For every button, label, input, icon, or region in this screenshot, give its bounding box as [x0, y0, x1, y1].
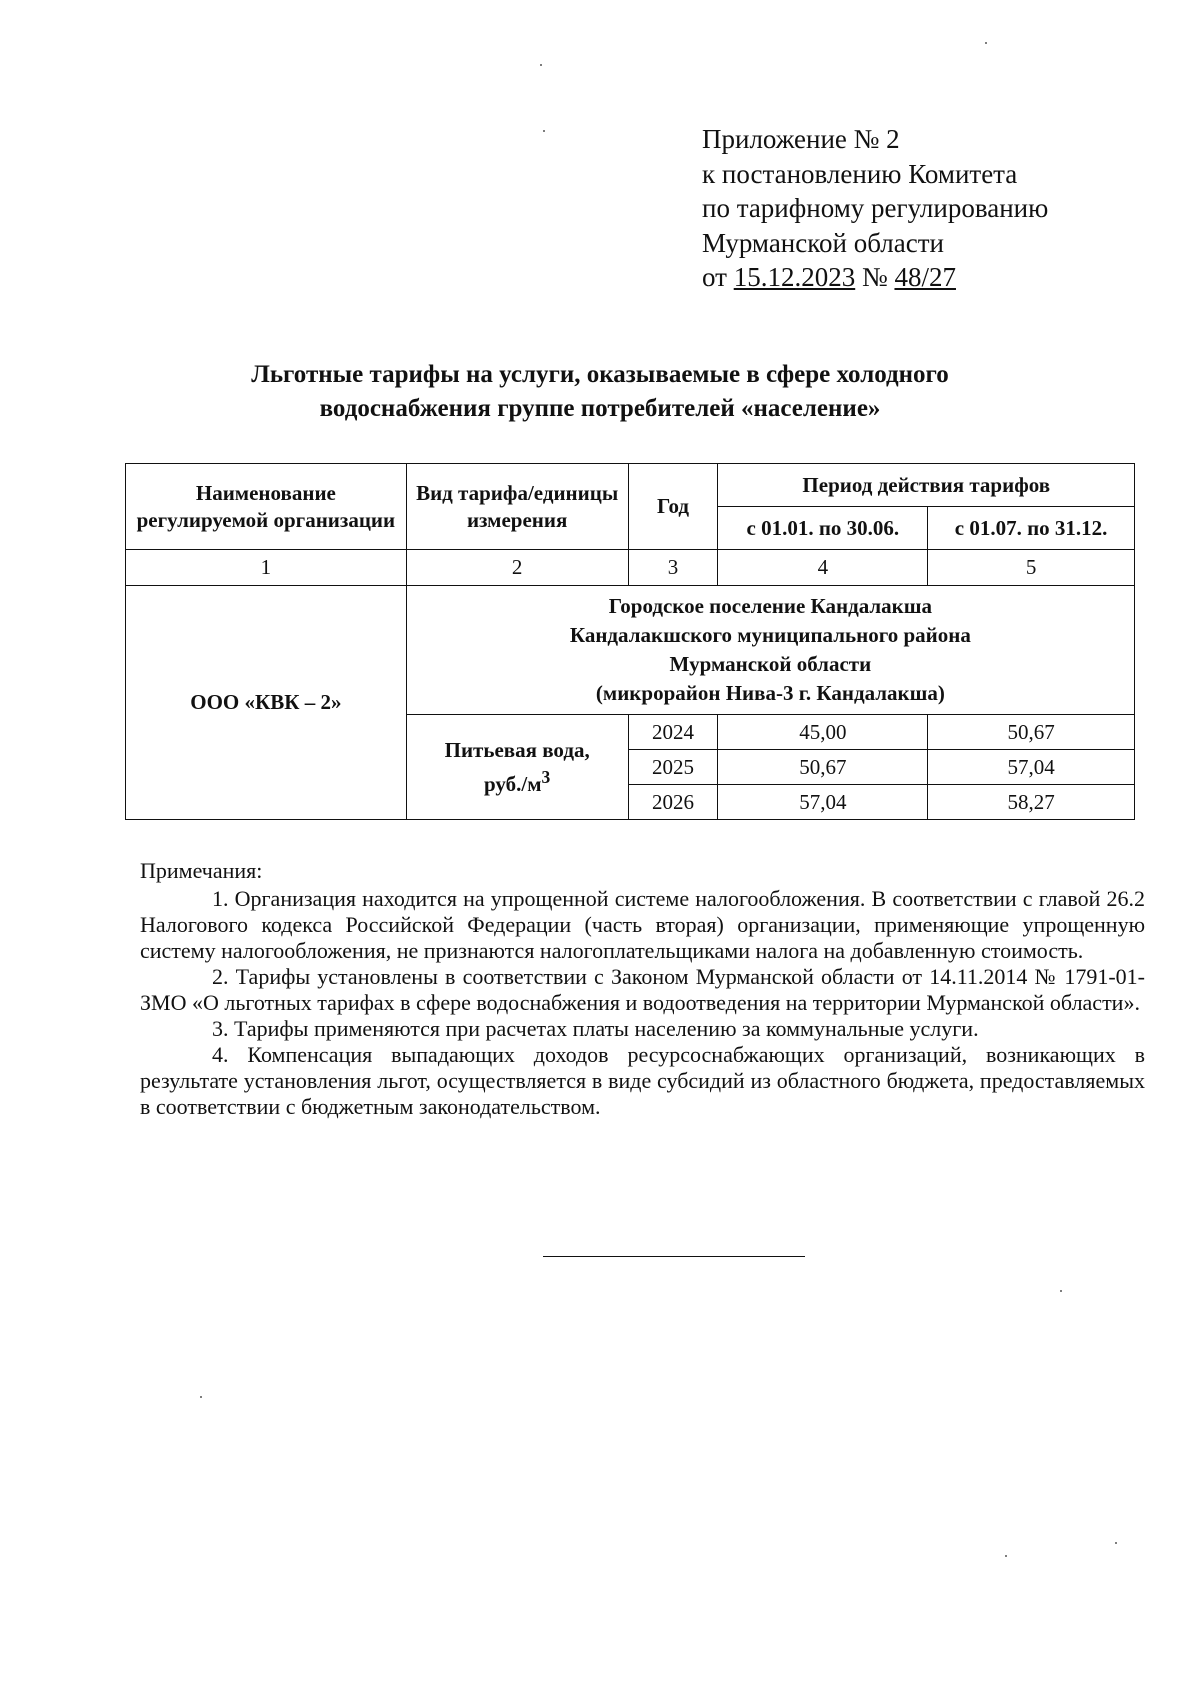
appendix-line-4: Мурманской области — [702, 227, 944, 258]
column-number-row — [126, 550, 1135, 586]
note-item: 2. Тарифы установлены в соответствии с Законом Мурманской области от 14.11.2014 № 1791-01-ЗМО «О льготных тарифах в сфере водоснабжения и водоотведения на территории Мурманской области». — [140, 964, 1145, 1015]
document-title — [120, 358, 1080, 426]
year-cell: 2024 — [628, 715, 718, 750]
tariff-value-period-2: 58,27 — [928, 785, 1135, 820]
appendix-line-1: Приложение № 2 — [702, 124, 900, 154]
resolution-number: 48/27 — [894, 262, 956, 292]
header-period: Период действия тарифов — [718, 464, 1135, 507]
title-line-1: Льготные тарифы на услуги, оказываемые в сфере холодного — [251, 361, 949, 388]
tariff-value-period-2: 50,67 — [928, 715, 1135, 750]
year-cell: 2026 — [628, 785, 718, 820]
column-number: 2 — [406, 550, 628, 586]
header-org: Наименование регулируемой организации — [126, 464, 407, 550]
header-year: Год — [628, 464, 718, 550]
header-kind: Вид тарифа/единицы измерения — [406, 464, 628, 550]
tariff-table — [125, 463, 1135, 820]
area-line-3: Мурманской области — [669, 652, 872, 676]
column-number: 5 — [928, 550, 1135, 586]
title-line-2: водоснабжения группе потребителей «население» — [319, 395, 881, 422]
date-prefix: от — [702, 262, 734, 292]
column-number: 3 — [628, 550, 718, 586]
service-area — [406, 586, 1134, 715]
year-cell: 2025 — [628, 750, 718, 785]
note-item: 3. Тарифы применяются при расчетах платы населению за коммунальные услуги. — [212, 1016, 979, 1041]
area-line-2: Кандалакшского муниципального района — [569, 623, 971, 647]
appendix-line-3: по тарифному регулированию — [702, 193, 1049, 223]
area-row — [126, 586, 1135, 715]
tariff-kind — [406, 715, 628, 820]
scan-speck — [543, 130, 545, 132]
appendix-header — [702, 122, 1048, 295]
tariff-value-period-1: 57,04 — [718, 785, 928, 820]
resolution-date: 15.12.2023 — [733, 262, 856, 292]
header-row — [126, 464, 1135, 507]
scan-speck — [1115, 1542, 1117, 1544]
tariff-value-period-1: 45,00 — [718, 715, 928, 750]
scan-speck — [985, 42, 987, 44]
scan-speck — [200, 1396, 202, 1398]
unit-superscript: 3 — [541, 766, 551, 787]
tariff-kind-label: Питьевая вода, — [444, 737, 590, 762]
end-divider-line — [543, 1256, 805, 1257]
area-line-1: Городское поселение Кандалакша — [608, 594, 933, 618]
scan-speck — [1060, 1290, 1062, 1292]
appendix-line-2: к постановлению Комитета — [702, 158, 1018, 189]
note-item: 4. Компенсация выпадающих доходов ресурсоснабжающих организаций, возникающих в результате установления льгот, осуществляется в виде субсидий из областного бюджета, предоставляемых в соответствии с бюджетным законодательством. — [140, 1042, 1145, 1119]
column-number: 4 — [718, 550, 928, 586]
unit-label: руб./м — [484, 771, 542, 796]
notes-section — [140, 858, 1145, 1120]
column-number: 1 — [126, 550, 407, 586]
scan-speck — [1005, 1555, 1007, 1557]
note-item: 1. Организация находится на упрощенной системе налогообложения. В соответствии с главой 26.2 Налогового кодекса Российской Федерации (часть вторая) организации, применяющие упрощенную систему налогообложения, не признаются налогоплательщиками налога на добавленную стоимость. — [140, 886, 1145, 963]
appendix-date-line — [702, 260, 1048, 295]
tariff-value-period-1: 50,67 — [718, 750, 928, 785]
organization-name: ООО «КВК – 2» — [126, 586, 407, 820]
header-period-1: с 01.01. по 30.06. — [718, 507, 928, 550]
header-period-2: с 01.07. по 31.12. — [928, 507, 1135, 550]
tariff-value-period-2: 57,04 — [928, 750, 1135, 785]
number-prefix: № — [855, 262, 895, 292]
scan-speck — [540, 64, 542, 66]
notes-heading: Примечания: — [140, 858, 263, 883]
area-line-4: (микрорайон Нива-3 г. Кандалакша) — [595, 681, 945, 705]
tariff-unit — [411, 764, 624, 798]
